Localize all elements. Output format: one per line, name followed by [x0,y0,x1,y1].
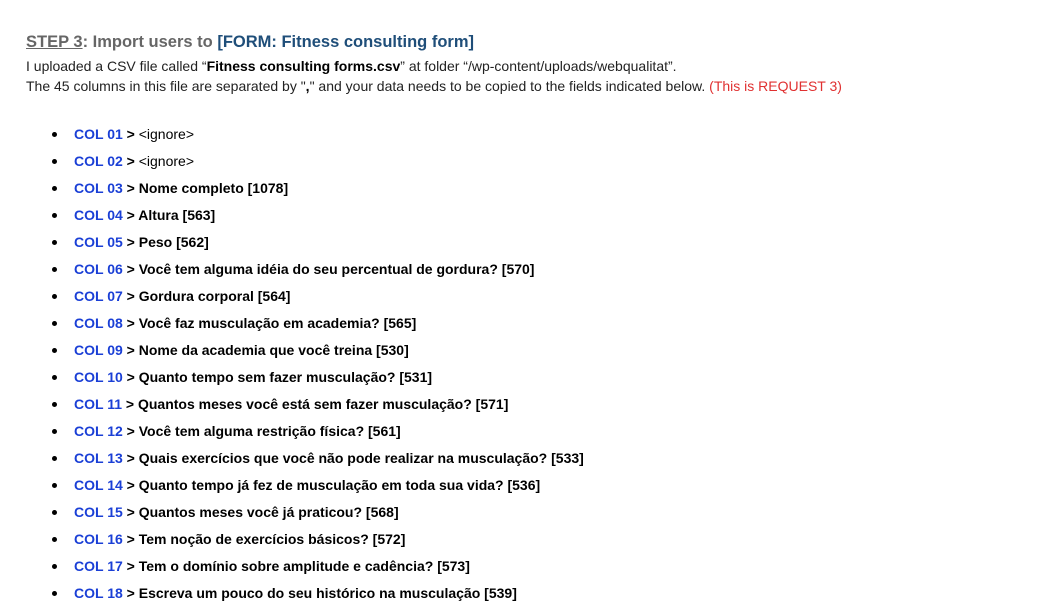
target-field: Você tem alguma idéia do seu percentual de gordura? [570] [138,261,535,277]
bullet-icon [52,456,57,461]
mapping-arrow: > [122,585,139,601]
column-mapping-item [26,553,1036,580]
mapping-arrow: > [122,153,139,169]
bullet-icon [52,159,57,164]
bullet-icon [52,564,57,569]
column-mapping-item [26,391,1036,418]
column-mapping-item [26,121,1036,148]
bullet-icon [52,132,57,137]
target-field: Quais exercícios que você não pode realizar na musculação? [533] [138,450,584,466]
column-mapping-item [26,148,1036,175]
bullet-icon [52,591,57,596]
intro-text: " and your data needs to be copied to the fields indicated below. [309,78,706,94]
column-id: COL 11 [74,396,122,412]
mapping-arrow: > [122,531,139,547]
mapping-arrow: > [122,450,139,466]
mapping-arrow: > [122,342,139,358]
column-id: COL 09 [74,342,123,358]
column-id: COL 06 [74,261,123,277]
target-field: Quanto tempo já fez de musculação em toda sua vida? [536] [138,477,541,493]
target-field: Nome da academia que você treina [530] [138,342,409,358]
column-id: COL 05 [74,234,123,250]
column-id: COL 16 [74,531,123,547]
column-mapping-item [26,499,1036,526]
mapping-arrow: > [122,261,139,277]
target-field: <ignore> [138,153,195,169]
column-mapping-item [26,202,1036,229]
bullet-icon [52,402,57,407]
column-mapping-item [26,418,1036,445]
column-mapping-list [26,121,1036,607]
bullet-icon [52,267,57,272]
column-mapping-item [26,283,1036,310]
mapping-arrow: > [122,504,139,520]
bullet-icon [52,483,57,488]
bullet-icon [52,321,57,326]
column-mapping-item [26,310,1036,337]
column-id: COL 07 [74,288,123,304]
mapping-arrow: > [122,315,139,331]
column-mapping-item [26,580,1036,607]
target-field: Quantos meses você está sem fazer musculação? [571] [137,396,509,412]
column-mapping-item [26,472,1036,499]
mapping-arrow: > [122,180,139,196]
column-id: COL 15 [74,504,123,520]
column-id: COL 04 [74,207,123,223]
column-id: COL 13 [74,450,123,466]
target-field: Escreva um pouco do seu histórico na musculação [539] [138,585,517,601]
target-field: Você tem alguma restrição física? [561] [138,423,401,439]
target-field: Nome completo [1078] [138,180,289,196]
column-id: COL 10 [74,369,123,385]
separator-char: , [305,78,310,94]
bullet-icon [52,510,57,515]
mapping-arrow: > [122,558,139,574]
column-id: COL 02 [74,153,123,169]
form-name: [FORM: Fitness consulting form] [217,33,474,51]
column-id: COL 18 [74,585,123,601]
column-id: COL 14 [74,477,123,493]
heading-text: : Import users to [82,33,218,51]
bullet-icon [52,348,57,353]
target-field: Você faz musculação em academia? [565] [138,315,417,331]
mapping-arrow: > [122,396,138,412]
intro-text: ” at folder “/wp-content/uploads/webqualitat”. [400,58,677,74]
column-id: COL 08 [74,315,123,331]
mapping-arrow: > [122,234,139,250]
column-mapping-item [26,364,1036,391]
column-mapping-item [26,445,1036,472]
column-id: COL 17 [74,558,123,574]
column-id: COL 03 [74,180,123,196]
target-field: Peso [562] [138,234,209,250]
bullet-icon [52,429,57,434]
target-field: Altura [563] [138,207,216,223]
intro-text: I uploaded a CSV file called “ [26,58,207,74]
bullet-icon [52,294,57,299]
target-field: Quanto tempo sem fazer musculação? [531] [138,369,433,385]
bullet-icon [52,537,57,542]
mapping-arrow: > [122,369,139,385]
bullet-icon [52,186,57,191]
bullet-icon [52,213,57,218]
mapping-arrow: > [122,423,139,439]
mapping-arrow: > [122,207,139,223]
column-id: COL 01 [74,126,123,142]
mapping-arrow: > [122,126,139,142]
intro-line-1 [26,56,1036,96]
column-mapping-item [26,256,1036,283]
step-heading [26,32,1036,52]
target-field: Tem noção de exercícios básicos? [572] [138,531,406,547]
target-field: Quantos meses você já praticou? [568] [138,504,399,520]
target-field: Tem o domínio sobre amplitude e cadência? [573] [138,558,470,574]
request-label: (This is REQUEST 3) [709,78,842,94]
column-mapping-item [26,229,1036,256]
mapping-arrow: > [122,288,139,304]
column-mapping-item [26,526,1036,553]
target-field: <ignore> [138,126,195,142]
column-mapping-item [26,337,1036,364]
csv-filename: Fitness consulting forms.csv [206,58,401,74]
target-field: Gordura corporal [564] [138,288,291,304]
column-mapping-item [26,175,1036,202]
mapping-arrow: > [122,477,139,493]
column-id: COL 12 [74,423,123,439]
document-body [26,32,1036,607]
intro-text: The 45 columns in this file are separated by " [26,78,306,94]
bullet-icon [52,375,57,380]
step-label: STEP 3 [26,33,83,51]
bullet-icon [52,240,57,245]
